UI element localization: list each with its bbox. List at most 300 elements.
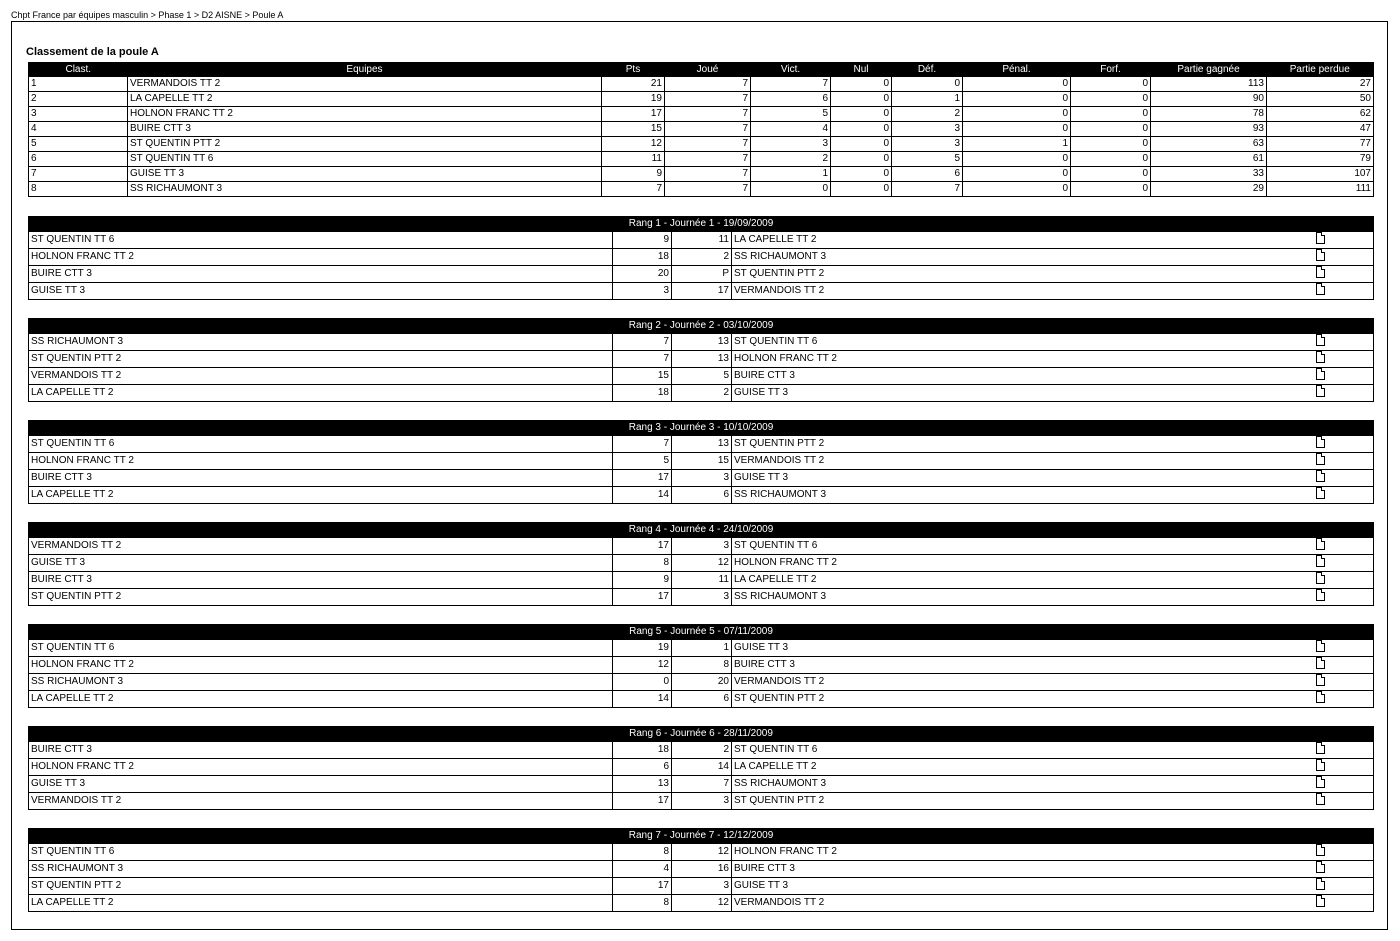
- match-sheet-cell: [1314, 895, 1374, 912]
- home-score: 17: [613, 589, 672, 606]
- away-team: BUIRE CTT 3: [732, 657, 1314, 674]
- home-team: HOLNON FRANC TT 2: [29, 759, 613, 776]
- match-sheet-cell: [1314, 572, 1374, 589]
- column-header: Pénal.: [963, 63, 1071, 77]
- ranking-cell-wins: 4: [751, 122, 831, 137]
- home-team: ST QUENTIN PTT 2: [29, 589, 613, 606]
- home-team: ST QUENTIN TT 6: [29, 844, 613, 861]
- match-row: [29, 742, 1374, 759]
- away-score: 11: [672, 232, 732, 249]
- away-team: VERMANDOIS TT 2: [732, 453, 1314, 470]
- document-icon[interactable]: [1316, 759, 1325, 771]
- ranking-cell-rank: 7: [29, 167, 128, 182]
- document-icon[interactable]: [1316, 776, 1325, 788]
- breadcrumb[interactable]: Chpt France par équipes masculin > Phase 1 > D2 AISNE > Poule A: [11, 10, 284, 20]
- home-score: 8: [613, 844, 672, 861]
- document-icon[interactable]: [1316, 657, 1325, 669]
- column-header: Nul: [831, 63, 892, 77]
- home-score: 17: [613, 470, 672, 487]
- away-score: 3: [672, 589, 732, 606]
- ranking-cell-losses: 3: [892, 122, 963, 137]
- home-team: BUIRE CTT 3: [29, 572, 613, 589]
- away-team: GUISE TT 3: [732, 640, 1314, 657]
- home-team: BUIRE CTT 3: [29, 470, 613, 487]
- away-score: 6: [672, 487, 732, 504]
- ranking-cell-rank: 1: [29, 77, 128, 92]
- column-header: Partie perdue: [1267, 63, 1374, 77]
- document-icon[interactable]: [1316, 538, 1325, 550]
- ranking-cell-played: 7: [665, 107, 751, 122]
- document-icon[interactable]: [1316, 691, 1325, 703]
- ranking-cell-losses: 5: [892, 152, 963, 167]
- ranking-cell-penalties: 0: [963, 152, 1071, 167]
- home-score: 14: [613, 487, 672, 504]
- home-team: GUISE TT 3: [29, 776, 613, 793]
- ranking-cell-draws: 0: [831, 77, 892, 92]
- away-team: HOLNON FRANC TT 2: [732, 555, 1314, 572]
- round-title: Rang 1 - Journée 1 - 19/09/2009: [29, 217, 1374, 232]
- match-row: [29, 776, 1374, 793]
- round-title: Rang 7 - Journée 7 - 12/12/2009: [29, 829, 1374, 844]
- away-score: 3: [672, 793, 732, 810]
- ranking-row: [29, 182, 1374, 197]
- away-team: VERMANDOIS TT 2: [732, 283, 1314, 300]
- home-team: SS RICHAUMONT 3: [29, 674, 613, 691]
- match-sheet-cell: [1314, 334, 1374, 351]
- document-icon[interactable]: [1316, 555, 1325, 567]
- match-sheet-cell: [1314, 555, 1374, 572]
- round-header-row: [29, 319, 1374, 334]
- ranking-row: [29, 77, 1374, 92]
- round-title: Rang 5 - Journée 5 - 07/11/2009: [29, 625, 1374, 640]
- away-team: VERMANDOIS TT 2: [732, 895, 1314, 912]
- ranking-cell-team-name: GUISE TT 3: [128, 167, 602, 182]
- column-header: Vict.: [751, 63, 831, 77]
- round-table: [28, 522, 1374, 606]
- match-row: [29, 555, 1374, 572]
- document-icon[interactable]: [1316, 266, 1325, 278]
- home-team: LA CAPELLE TT 2: [29, 385, 613, 402]
- home-score: 17: [613, 878, 672, 895]
- home-team: ST QUENTIN TT 6: [29, 436, 613, 453]
- ranking-cell-draws: 0: [831, 167, 892, 182]
- match-sheet-cell: [1314, 776, 1374, 793]
- home-score: 18: [613, 249, 672, 266]
- ranking-cell-team-name: HOLNON FRANC TT 2: [128, 107, 602, 122]
- column-header: Pts: [602, 63, 665, 77]
- away-score: 2: [672, 742, 732, 759]
- match-row: [29, 249, 1374, 266]
- ranking-cell-draws: 0: [831, 182, 892, 197]
- away-team: SS RICHAUMONT 3: [732, 589, 1314, 606]
- match-row: [29, 368, 1374, 385]
- away-team: BUIRE CTT 3: [732, 861, 1314, 878]
- ranking-cell-forfeits: 0: [1071, 182, 1151, 197]
- ranking-cell-games-lost: 47: [1267, 122, 1374, 137]
- match-row: [29, 640, 1374, 657]
- match-row: [29, 691, 1374, 708]
- round-title: Rang 2 - Journée 2 - 03/10/2009: [29, 319, 1374, 334]
- ranking-cell-forfeits: 0: [1071, 137, 1151, 152]
- ranking-cell-losses: 7: [892, 182, 963, 197]
- match-sheet-cell: [1314, 861, 1374, 878]
- match-row: [29, 470, 1374, 487]
- match-sheet-cell: [1314, 589, 1374, 606]
- ranking-cell-games-won: 113: [1151, 77, 1267, 92]
- away-score: 7: [672, 776, 732, 793]
- match-sheet-cell: [1314, 266, 1374, 283]
- away-score: 1: [672, 640, 732, 657]
- round-header-row: [29, 625, 1374, 640]
- home-team: ST QUENTIN PTT 2: [29, 878, 613, 895]
- ranking-cell-draws: 0: [831, 107, 892, 122]
- home-score: 19: [613, 640, 672, 657]
- ranking-cell-wins: 3: [751, 137, 831, 152]
- away-score: 2: [672, 385, 732, 402]
- away-team: GUISE TT 3: [732, 878, 1314, 895]
- ranking-cell-played: 7: [665, 122, 751, 137]
- match-sheet-cell: [1314, 249, 1374, 266]
- match-sheet-cell: [1314, 793, 1374, 810]
- away-score: 13: [672, 334, 732, 351]
- home-team: ST QUENTIN PTT 2: [29, 351, 613, 368]
- document-icon[interactable]: [1316, 487, 1325, 499]
- home-score: 14: [613, 691, 672, 708]
- ranking-cell-games-won: 78: [1151, 107, 1267, 122]
- ranking-cell-played: 7: [665, 152, 751, 167]
- ranking-cell-wins: 2: [751, 152, 831, 167]
- match-sheet-cell: [1314, 691, 1374, 708]
- ranking-cell-forfeits: 0: [1071, 107, 1151, 122]
- match-row: [29, 878, 1374, 895]
- match-row: [29, 844, 1374, 861]
- home-team: LA CAPELLE TT 2: [29, 691, 613, 708]
- home-team: HOLNON FRANC TT 2: [29, 249, 613, 266]
- match-sheet-cell: [1314, 640, 1374, 657]
- ranking-cell-wins: 6: [751, 92, 831, 107]
- ranking-cell-losses: 6: [892, 167, 963, 182]
- match-sheet-cell: [1314, 351, 1374, 368]
- ranking-cell-games-won: 33: [1151, 167, 1267, 182]
- away-team: LA CAPELLE TT 2: [732, 572, 1314, 589]
- match-row: [29, 895, 1374, 912]
- ranking-cell-wins: 5: [751, 107, 831, 122]
- away-team: ST QUENTIN PTT 2: [732, 436, 1314, 453]
- ranking-cell-draws: 0: [831, 137, 892, 152]
- away-score: 15: [672, 453, 732, 470]
- away-team: GUISE TT 3: [732, 385, 1314, 402]
- away-score: 8: [672, 657, 732, 674]
- match-row: [29, 334, 1374, 351]
- away-team: ST QUENTIN PTT 2: [732, 691, 1314, 708]
- away-team: ST QUENTIN TT 6: [732, 334, 1314, 351]
- match-sheet-cell: [1314, 674, 1374, 691]
- column-header: Joué: [665, 63, 751, 77]
- document-icon[interactable]: [1316, 844, 1325, 856]
- away-score: 3: [672, 470, 732, 487]
- round-title: Rang 4 - Journée 4 - 24/10/2009: [29, 523, 1374, 538]
- round-title: Rang 3 - Journée 3 - 10/10/2009: [29, 421, 1374, 436]
- document-icon[interactable]: [1316, 674, 1325, 686]
- ranking-cell-penalties: 1: [963, 137, 1071, 152]
- document-icon[interactable]: [1316, 895, 1325, 907]
- column-header: Clast.: [29, 63, 128, 77]
- document-icon[interactable]: [1316, 368, 1325, 380]
- match-row: [29, 793, 1374, 810]
- home-score: 20: [613, 266, 672, 283]
- away-team: SS RICHAUMONT 3: [732, 487, 1314, 504]
- home-team: ST QUENTIN TT 6: [29, 232, 613, 249]
- ranking-cell-team-name: SS RICHAUMONT 3: [128, 182, 602, 197]
- document-icon[interactable]: [1316, 351, 1325, 363]
- round-header-row: [29, 217, 1374, 232]
- match-row: [29, 759, 1374, 776]
- ranking-cell-games-lost: 79: [1267, 152, 1374, 167]
- ranking-cell-games-lost: 77: [1267, 137, 1374, 152]
- home-score: 5: [613, 453, 672, 470]
- away-score: 13: [672, 351, 732, 368]
- round-table: [28, 216, 1374, 300]
- match-row: [29, 487, 1374, 504]
- match-sheet-cell: [1314, 232, 1374, 249]
- ranking-cell-losses: 2: [892, 107, 963, 122]
- ranking-cell-games-lost: 50: [1267, 92, 1374, 107]
- ranking-cell-penalties: 0: [963, 122, 1071, 137]
- home-score: 3: [613, 283, 672, 300]
- home-score: 6: [613, 759, 672, 776]
- column-header: Partie gagnée: [1151, 63, 1267, 77]
- home-score: 18: [613, 385, 672, 402]
- ranking-row: [29, 167, 1374, 182]
- round-table: [28, 624, 1374, 708]
- away-score: 17: [672, 283, 732, 300]
- match-row: [29, 861, 1374, 878]
- ranking-cell-played: 7: [665, 182, 751, 197]
- home-score: 7: [613, 436, 672, 453]
- away-score: 11: [672, 572, 732, 589]
- match-row: [29, 385, 1374, 402]
- ranking-cell-points: 11: [602, 152, 665, 167]
- round-header-row: [29, 829, 1374, 844]
- ranking-cell-team-name: ST QUENTIN TT 6: [128, 152, 602, 167]
- home-team: VERMANDOIS TT 2: [29, 793, 613, 810]
- away-score: 16: [672, 861, 732, 878]
- match-row: [29, 538, 1374, 555]
- match-sheet-cell: [1314, 538, 1374, 555]
- home-team: BUIRE CTT 3: [29, 742, 613, 759]
- away-score: 12: [672, 895, 732, 912]
- ranking-cell-points: 21: [602, 77, 665, 92]
- ranking-cell-games-won: 90: [1151, 92, 1267, 107]
- ranking-cell-points: 7: [602, 182, 665, 197]
- ranking-cell-rank: 3: [29, 107, 128, 122]
- ranking-header-row: [29, 63, 1374, 77]
- match-sheet-cell: [1314, 844, 1374, 861]
- ranking-cell-wins: 1: [751, 167, 831, 182]
- match-row: [29, 232, 1374, 249]
- ranking-cell-points: 12: [602, 137, 665, 152]
- document-icon[interactable]: [1316, 640, 1325, 652]
- match-sheet-cell: [1314, 453, 1374, 470]
- home-team: BUIRE CTT 3: [29, 266, 613, 283]
- ranking-cell-played: 7: [665, 77, 751, 92]
- ranking-cell-forfeits: 0: [1071, 92, 1151, 107]
- document-icon[interactable]: [1316, 793, 1325, 805]
- ranking-cell-team-name: LA CAPELLE TT 2: [128, 92, 602, 107]
- ranking-cell-points: 17: [602, 107, 665, 122]
- ranking-cell-penalties: 0: [963, 167, 1071, 182]
- ranking-cell-games-won: 93: [1151, 122, 1267, 137]
- home-score: 8: [613, 555, 672, 572]
- match-row: [29, 589, 1374, 606]
- away-score: 20: [672, 674, 732, 691]
- document-icon[interactable]: [1316, 589, 1325, 601]
- match-sheet-cell: [1314, 487, 1374, 504]
- match-sheet-cell: [1314, 470, 1374, 487]
- round-table: [28, 420, 1374, 504]
- away-score: 5: [672, 368, 732, 385]
- document-icon[interactable]: [1316, 470, 1325, 482]
- home-score: 17: [613, 793, 672, 810]
- away-score: P: [672, 266, 732, 283]
- column-header: Forf.: [1071, 63, 1151, 77]
- ranking-title: Classement de la poule A: [26, 46, 159, 58]
- away-team: ST QUENTIN TT 6: [732, 742, 1314, 759]
- away-team: SS RICHAUMONT 3: [732, 249, 1314, 266]
- away-team: BUIRE CTT 3: [732, 368, 1314, 385]
- away-score: 3: [672, 878, 732, 895]
- ranking-cell-team-name: VERMANDOIS TT 2: [128, 77, 602, 92]
- ranking-cell-forfeits: 0: [1071, 77, 1151, 92]
- match-sheet-cell: [1314, 385, 1374, 402]
- document-icon[interactable]: [1316, 436, 1325, 448]
- home-team: SS RICHAUMONT 3: [29, 334, 613, 351]
- ranking-cell-team-name: BUIRE CTT 3: [128, 122, 602, 137]
- home-score: 0: [613, 674, 672, 691]
- away-score: 6: [672, 691, 732, 708]
- ranking-cell-games-lost: 27: [1267, 77, 1374, 92]
- ranking-cell-games-lost: 107: [1267, 167, 1374, 182]
- ranking-cell-wins: 7: [751, 77, 831, 92]
- ranking-cell-games-won: 29: [1151, 182, 1267, 197]
- ranking-row: [29, 92, 1374, 107]
- ranking-cell-team-name: ST QUENTIN PTT 2: [128, 137, 602, 152]
- ranking-cell-forfeits: 0: [1071, 152, 1151, 167]
- away-team: SS RICHAUMONT 3: [732, 776, 1314, 793]
- home-team: LA CAPELLE TT 2: [29, 895, 613, 912]
- home-score: 7: [613, 334, 672, 351]
- away-team: HOLNON FRANC TT 2: [732, 844, 1314, 861]
- ranking-row: [29, 152, 1374, 167]
- ranking-cell-wins: 0: [751, 182, 831, 197]
- ranking-table: [28, 62, 1374, 197]
- ranking-cell-points: 19: [602, 92, 665, 107]
- match-row: [29, 572, 1374, 589]
- home-team: GUISE TT 3: [29, 555, 613, 572]
- match-row: [29, 283, 1374, 300]
- match-row: [29, 453, 1374, 470]
- ranking-cell-games-lost: 111: [1267, 182, 1374, 197]
- ranking-cell-points: 15: [602, 122, 665, 137]
- ranking-cell-played: 7: [665, 137, 751, 152]
- document-icon[interactable]: [1316, 385, 1325, 397]
- away-team: LA CAPELLE TT 2: [732, 232, 1314, 249]
- document-icon[interactable]: [1316, 572, 1325, 584]
- away-team: HOLNON FRANC TT 2: [732, 351, 1314, 368]
- ranking-cell-forfeits: 0: [1071, 167, 1151, 182]
- away-score: 12: [672, 844, 732, 861]
- ranking-cell-games-won: 63: [1151, 137, 1267, 152]
- round-header-row: [29, 523, 1374, 538]
- match-sheet-cell: [1314, 742, 1374, 759]
- match-row: [29, 436, 1374, 453]
- match-row: [29, 657, 1374, 674]
- match-sheet-cell: [1314, 657, 1374, 674]
- away-team: ST QUENTIN TT 6: [732, 538, 1314, 555]
- document-icon[interactable]: [1316, 283, 1325, 295]
- ranking-row: [29, 137, 1374, 152]
- round-header-row: [29, 421, 1374, 436]
- match-sheet-cell: [1314, 436, 1374, 453]
- document-icon[interactable]: [1316, 334, 1325, 346]
- ranking-cell-draws: 0: [831, 122, 892, 137]
- document-icon[interactable]: [1316, 861, 1325, 873]
- away-score: 12: [672, 555, 732, 572]
- ranking-cell-rank: 2: [29, 92, 128, 107]
- round-title: Rang 6 - Journée 6 - 28/11/2009: [29, 727, 1374, 742]
- away-score: 3: [672, 538, 732, 555]
- round-table: [28, 828, 1374, 912]
- home-team: VERMANDOIS TT 2: [29, 368, 613, 385]
- ranking-cell-games-lost: 62: [1267, 107, 1374, 122]
- match-row: [29, 674, 1374, 691]
- away-score: 13: [672, 436, 732, 453]
- away-team: LA CAPELLE TT 2: [732, 759, 1314, 776]
- document-icon[interactable]: [1316, 453, 1325, 465]
- match-sheet-cell: [1314, 283, 1374, 300]
- away-score: 2: [672, 249, 732, 266]
- home-team: HOLNON FRANC TT 2: [29, 453, 613, 470]
- ranking-cell-points: 9: [602, 167, 665, 182]
- home-team: SS RICHAUMONT 3: [29, 861, 613, 878]
- ranking-cell-penalties: 0: [963, 77, 1071, 92]
- ranking-cell-draws: 0: [831, 152, 892, 167]
- document-icon[interactable]: [1316, 232, 1325, 244]
- home-score: 9: [613, 572, 672, 589]
- home-team: HOLNON FRANC TT 2: [29, 657, 613, 674]
- match-row: [29, 266, 1374, 283]
- document-icon[interactable]: [1316, 249, 1325, 261]
- column-header: Equipes: [128, 63, 602, 77]
- ranking-row: [29, 107, 1374, 122]
- home-score: 4: [613, 861, 672, 878]
- round-header-row: [29, 727, 1374, 742]
- home-score: 8: [613, 895, 672, 912]
- away-team: GUISE TT 3: [732, 470, 1314, 487]
- away-team: VERMANDOIS TT 2: [732, 674, 1314, 691]
- document-icon[interactable]: [1316, 878, 1325, 890]
- home-team: VERMANDOIS TT 2: [29, 538, 613, 555]
- ranking-cell-losses: 1: [892, 92, 963, 107]
- home-team: GUISE TT 3: [29, 283, 613, 300]
- match-sheet-cell: [1314, 759, 1374, 776]
- document-icon[interactable]: [1316, 742, 1325, 754]
- ranking-cell-losses: 3: [892, 137, 963, 152]
- match-sheet-cell: [1314, 368, 1374, 385]
- ranking-cell-rank: 6: [29, 152, 128, 167]
- home-score: 17: [613, 538, 672, 555]
- away-team: ST QUENTIN PTT 2: [732, 793, 1314, 810]
